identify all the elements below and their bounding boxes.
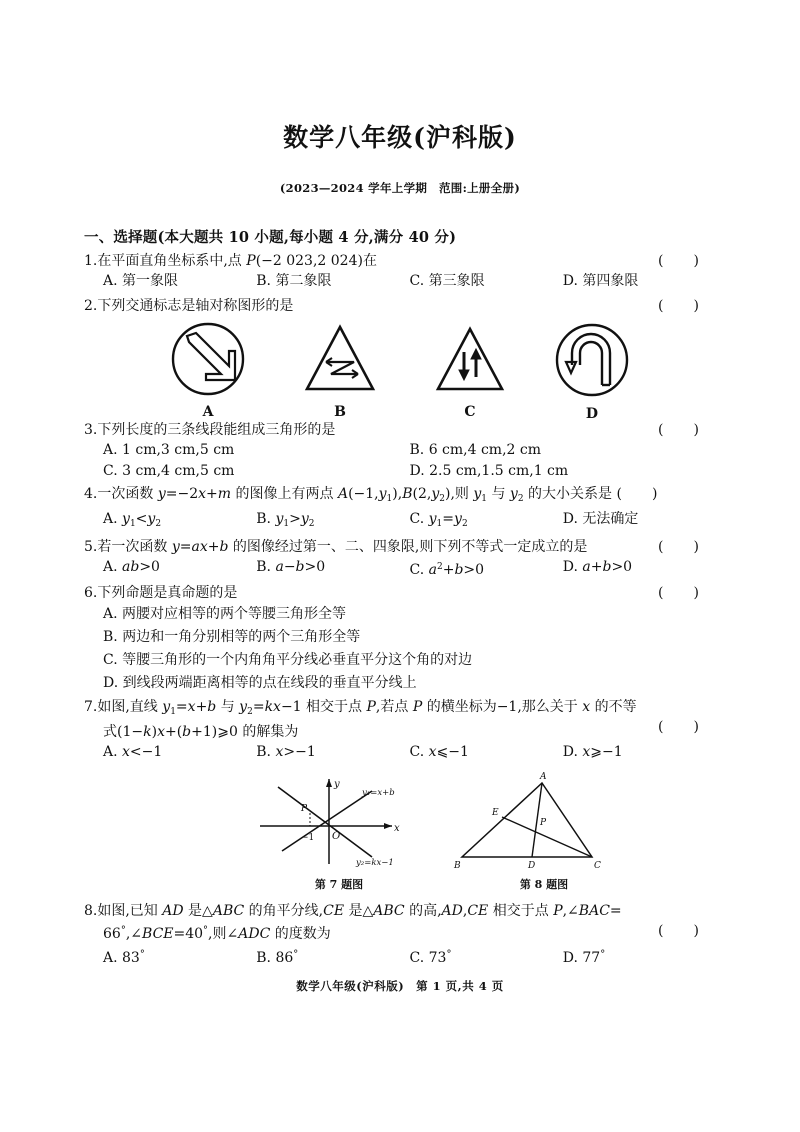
svg-text:P: P bbox=[540, 818, 547, 828]
svg-text:O: O bbox=[332, 831, 341, 842]
option-b[interactable]: B. a−b>0 bbox=[256, 559, 326, 575]
question-5 bbox=[84, 537, 716, 581]
svg-text:B: B bbox=[454, 861, 461, 871]
traffic-sign-d[interactable] bbox=[544, 320, 640, 422]
question-6-answer-bracket[interactable]: ( ) bbox=[658, 585, 699, 601]
question-4 bbox=[84, 484, 716, 535]
svg-text:C: C bbox=[594, 861, 601, 871]
option-d[interactable]: D. 第四象限 bbox=[562, 273, 639, 289]
question-7 bbox=[84, 697, 716, 763]
question-2-answer-bracket[interactable]: ( ) bbox=[658, 298, 699, 314]
traffic-sign-d-label: D bbox=[585, 406, 599, 422]
question-4-answer-bracket[interactable]: ( ) bbox=[616, 486, 658, 502]
diagonal-arrow-circle-sign-icon bbox=[169, 320, 247, 398]
svg-text:x: x bbox=[394, 823, 400, 834]
option-d[interactable]: D. a+b>0 bbox=[562, 559, 633, 575]
option-c[interactable]: C. 第三象限 bbox=[409, 273, 485, 289]
option-d[interactable]: D. x⩾−1 bbox=[562, 744, 623, 760]
svg-text:P: P bbox=[301, 804, 308, 814]
option-b[interactable]: B. x>−1 bbox=[256, 744, 316, 760]
question-4-options bbox=[84, 509, 716, 535]
question-5-answer-bracket[interactable]: ( ) bbox=[658, 539, 699, 555]
question-7-options bbox=[84, 742, 716, 763]
option-a[interactable]: A. ab>0 bbox=[103, 559, 160, 575]
page-title: 数学八年级(沪科版) bbox=[283, 123, 517, 152]
u-turn-circle-sign-icon bbox=[552, 320, 632, 400]
page-footer: 数学八年级(沪科版) 第 1 页,共 4 页 bbox=[296, 979, 504, 993]
option-c[interactable]: C. $y_1=y_2$ bbox=[409, 511, 468, 529]
svg-text:D: D bbox=[528, 861, 536, 871]
page-content bbox=[84, 118, 716, 969]
option-d[interactable]: D. 77° bbox=[562, 949, 606, 966]
question-8 bbox=[84, 901, 716, 969]
option-b[interactable]: B. 6 cm,4 cm,2 cm bbox=[409, 442, 542, 458]
svg-text:E: E bbox=[492, 808, 499, 818]
figures-row bbox=[84, 769, 716, 891]
question-5-options bbox=[84, 557, 716, 581]
option-a[interactable]: A. $y_1<y_2$ bbox=[103, 511, 162, 529]
question-8-answer-bracket[interactable]: ( ) bbox=[658, 923, 699, 939]
option-a[interactable]: A. 83° bbox=[103, 949, 145, 966]
traffic-sign-a[interactable] bbox=[160, 320, 256, 420]
question-7-stem-line1: 7.如图,直线 $y_1=x+b$ 与 $y_2=kx-1$ 相交于点 P,若点 P 的横坐标为−1,那么关于 x 的不等 bbox=[84, 699, 637, 717]
option-c[interactable]: C. 73° bbox=[409, 949, 452, 966]
option-b[interactable]: B. 两边和一角分别相等的两个三角形全等 bbox=[103, 629, 361, 645]
question-2 bbox=[84, 296, 716, 316]
coordinate-graph-two-lines-icon bbox=[244, 769, 414, 871]
svg-text:y: y bbox=[334, 779, 340, 790]
question-8-stem-line1: 8.如图,已知 AD 是△ABC 的角平分线,CE 是△ABC 的高,AD,CE 相交于点 P,∠BAC= bbox=[84, 903, 622, 919]
question-1-answer-bracket[interactable]: ( ) bbox=[658, 253, 699, 269]
svg-text:y₁=x+b: y₁=x+b bbox=[362, 788, 395, 798]
figure-question-8 bbox=[444, 769, 644, 892]
question-8-options bbox=[84, 944, 716, 969]
question-3-options bbox=[84, 440, 716, 482]
option-c[interactable]: C. 3 cm,4 cm,5 cm bbox=[103, 463, 235, 479]
question-1-stem: 1.在平面直角坐标系中,点 P(−2 023,2 024)在 bbox=[84, 253, 377, 269]
option-c[interactable]: C. 等腰三角形的一个内角角平分线必垂直平分这个角的对边 bbox=[103, 652, 473, 668]
svg-text:A: A bbox=[540, 772, 547, 782]
figure-8-caption: 第 8 题图 bbox=[519, 878, 569, 891]
traffic-sign-c[interactable] bbox=[422, 320, 518, 420]
question-8-stem-line2: 66°,∠BCE=40°,则∠ADC 的度数为 bbox=[103, 925, 331, 942]
option-b[interactable]: B. $y_1>y_2$ bbox=[256, 511, 315, 529]
triangle-abc-with-cevians-icon bbox=[444, 769, 619, 871]
figure-7-caption: 第 7 题图 bbox=[314, 878, 364, 891]
svg-text:−1: −1 bbox=[301, 833, 315, 843]
option-a[interactable]: A. 1 cm,3 cm,5 cm bbox=[103, 442, 235, 458]
question-5-stem: 5.若一次函数 y=ax+b 的图像经过第一、二、四象限,则下列不等式一定成立的是 bbox=[84, 539, 588, 555]
option-c[interactable]: C. $a^2+b>0$ bbox=[409, 562, 485, 578]
svg-text:y₂=kx−1: y₂=kx−1 bbox=[356, 858, 394, 868]
option-b[interactable]: B. 第二象限 bbox=[256, 273, 332, 289]
option-b[interactable]: B. 86° bbox=[256, 949, 299, 966]
option-a[interactable]: A. x<−1 bbox=[103, 744, 163, 760]
option-d[interactable]: D. 无法确定 bbox=[562, 511, 639, 527]
question-2-stem: 2.下列交通标志是轴对称图形的是 bbox=[84, 298, 294, 314]
question-3-answer-bracket[interactable]: ( ) bbox=[658, 422, 699, 438]
figure-question-7 bbox=[244, 769, 434, 892]
question-6-stem: 6.下列命题是真命题的是 bbox=[84, 585, 238, 601]
traffic-sign-options bbox=[84, 320, 716, 422]
traffic-sign-a-label: A bbox=[202, 404, 214, 420]
question-3 bbox=[84, 420, 716, 482]
question-7-answer-bracket[interactable]: ( ) bbox=[658, 719, 699, 735]
option-c[interactable]: C. x⩽−1 bbox=[409, 744, 469, 760]
question-6-options bbox=[84, 603, 716, 695]
page-subtitle: (2023—2024 学年上学期 范围:上册全册) bbox=[279, 181, 521, 195]
question-1 bbox=[84, 251, 716, 292]
traffic-sign-b-label: B bbox=[334, 404, 346, 420]
traffic-sign-c-label: C bbox=[464, 404, 476, 420]
question-7-stem-line2: 式(1−k)x+(b+1)⩾0 的解集为 bbox=[103, 724, 299, 740]
question-6 bbox=[84, 583, 716, 695]
question-4-stem: 4.一次函数 y=−2x+m 的图像上有两点 $A(-1,y_1),B(2,y_2)$,则 $y_1$ 与 $y_2$ 的大小关系是 ( ) bbox=[84, 484, 716, 509]
question-3-stem: 3.下列长度的三条线段能组成三角形的是 bbox=[84, 422, 336, 438]
question-1-options bbox=[84, 271, 716, 292]
section-heading: 一、选择题(本大题共 10 小题,每小题 4 分,满分 40 分) bbox=[84, 229, 457, 246]
option-d[interactable]: D. 到线段两端距离相等的点在线段的垂直平分线上 bbox=[103, 675, 417, 691]
option-a[interactable]: A. 两腰对应相等的两个等腰三角形全等 bbox=[103, 606, 347, 622]
option-a[interactable]: A. 第一象限 bbox=[103, 273, 179, 289]
traffic-sign-b[interactable] bbox=[292, 320, 388, 420]
zigzag-triangle-sign-icon bbox=[301, 320, 379, 398]
option-d[interactable]: D. 2.5 cm,1.5 cm,1 cm bbox=[409, 463, 569, 479]
two-way-traffic-triangle-sign-icon bbox=[431, 320, 509, 398]
